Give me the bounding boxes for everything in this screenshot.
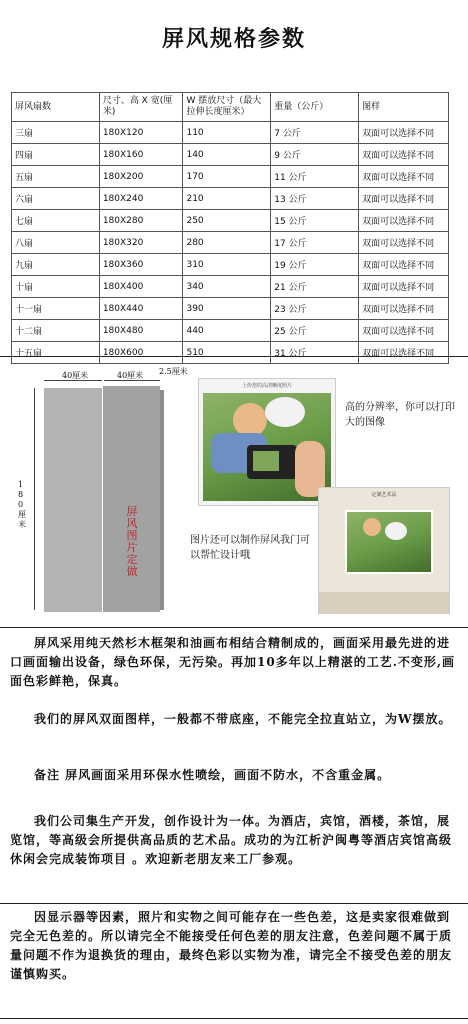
table-row: [12, 166, 449, 188]
table-cell: 双面可以选择不同: [359, 276, 449, 298]
table-cell: 180X240: [99, 188, 183, 210]
table-cell: 310: [183, 254, 271, 276]
table-cell: 双面可以选择不同: [359, 122, 449, 144]
divider: [0, 1018, 468, 1019]
camera-screen: [253, 451, 279, 471]
table-header-row: [12, 93, 449, 122]
table-header: 图样: [359, 93, 449, 122]
table-cell: 十二扇: [12, 320, 100, 342]
page-title: 屏风规格参数: [161, 27, 306, 52]
width-label-left: 40厘米: [62, 371, 89, 380]
table-cell: 21 公斤: [271, 276, 359, 298]
table-row: [12, 298, 449, 320]
table-cell: 三扇: [12, 122, 100, 144]
table-cell: 15 公斤: [271, 210, 359, 232]
table-cell: 180X280: [99, 210, 183, 232]
table-cell: 四扇: [12, 144, 100, 166]
table-cell: 31 公斤: [271, 342, 359, 364]
table-cell: 五扇: [12, 166, 100, 188]
resolution-caption: 高的分辨率，你可以打印大的图像: [345, 402, 455, 428]
table-row: [12, 254, 449, 276]
table-cell: 9 公斤: [271, 144, 359, 166]
table-cell: 双面可以选择不同: [359, 298, 449, 320]
paragraph-color-disclaimer: 因显示器等因素，照片和实物之间可能存在一些色差，这是卖家很难做到完全无色差的。所以请完全不能接受任何色差的朋友注意，色差问题不属于质量问题不作为退换货的理由，最终色彩以实物为准，请完全不接受色差的朋友谨慎购买。: [10, 910, 453, 981]
table-cell: 双面可以选择不同: [359, 166, 449, 188]
child-face: [233, 403, 267, 437]
table-header: W 摆放尺寸（最大拉伸长度厘米）: [183, 93, 271, 122]
table-cell: 七扇: [12, 210, 100, 232]
table-cell: 180X400: [99, 276, 183, 298]
panel-custom-text: 屏风图片定做: [126, 505, 138, 578]
table-row: [12, 122, 449, 144]
table-header: 尺寸、高 X 宽(厘米): [99, 93, 183, 122]
table-row: [12, 188, 449, 210]
table-cell: 19 公斤: [271, 254, 359, 276]
table-cell: 180X440: [99, 298, 183, 320]
camera: [247, 445, 297, 479]
table-cell: 390: [183, 298, 271, 320]
table-cell: 八扇: [12, 232, 100, 254]
table-cell: 九扇: [12, 254, 100, 276]
sofa: [319, 592, 449, 613]
table-cell: 440: [183, 320, 271, 342]
table-row: [12, 342, 449, 364]
art-room-card: [318, 487, 450, 614]
dog: [265, 397, 305, 427]
table-cell: 180X600: [99, 342, 183, 364]
paragraph-material: 屏风采用纯天然杉木框架和油画布相结合精制成的，画面采用最先进的进口画面输出设备，绿色环保，无污染。再加10多年以上精湛的工艺.不变形,画面色彩鲜艳，保真。: [10, 636, 456, 688]
table-cell: 25 公斤: [271, 320, 359, 342]
table-cell: 250: [183, 210, 271, 232]
table-cell: 510: [183, 342, 271, 364]
child-dog-photo: [203, 393, 331, 501]
table-cell: 170: [183, 166, 271, 188]
table-cell: 180X480: [99, 320, 183, 342]
table-cell: 六扇: [12, 188, 100, 210]
table-cell: 340: [183, 276, 271, 298]
spec-table: [11, 92, 449, 364]
screen-panel-right: [103, 386, 160, 612]
table-cell: 13 公斤: [271, 188, 359, 210]
table-cell: 180X320: [99, 232, 183, 254]
table-cell: 11 公斤: [271, 166, 359, 188]
table-header: 重量（公斤）: [271, 93, 359, 122]
framed-art: [345, 510, 433, 574]
paragraph-pattern: 我们的屏风双面图样，一般都不带底座，不能完全拉直站立，为W摆放。: [34, 712, 452, 726]
child-face: [363, 518, 381, 536]
table-row: [12, 210, 449, 232]
upload-photo-card: [198, 378, 336, 506]
screen-caption: 图片还可以制作屏风我门可以帮忙设计哦: [190, 535, 310, 561]
table-cell: 十一扇: [12, 298, 100, 320]
table-cell: 双面可以选择不同: [359, 210, 449, 232]
table-cell: 17 公斤: [271, 232, 359, 254]
upload-photo-label: 上传您的高清晰度照片: [241, 383, 292, 389]
table-cell: 双面可以选择不同: [359, 232, 449, 254]
table-cell: 180X120: [99, 122, 183, 144]
table-cell: 双面可以选择不同: [359, 144, 449, 166]
width-label-right: 40厘米: [117, 371, 144, 380]
divider: [0, 356, 468, 357]
table-cell: 十五扇: [12, 342, 100, 364]
dog: [385, 522, 407, 540]
screen-panel-edge: [160, 390, 164, 610]
thickness-label: 2.5厘米: [159, 367, 188, 376]
table-cell: 双面可以选择不同: [359, 188, 449, 210]
table-row: [12, 276, 449, 298]
table-cell: 210: [183, 188, 271, 210]
table-cell: 双面可以选择不同: [359, 342, 449, 364]
table-cell: 180X200: [99, 166, 183, 188]
screen-panel-left: [44, 388, 102, 612]
height-line: [34, 388, 35, 610]
height-label: 180厘米: [18, 480, 26, 529]
paragraph-note: 备注 屏风画面采用环保水性喷绘，画面不防水，不含重金属。: [34, 768, 391, 782]
table-cell: 双面可以选择不同: [359, 254, 449, 276]
table-cell: 十扇: [12, 276, 100, 298]
table-header: 屏风扇数: [12, 93, 100, 122]
table-cell: 180X360: [99, 254, 183, 276]
divider: [0, 627, 468, 628]
table-cell: 180X160: [99, 144, 183, 166]
table-row: [12, 320, 449, 342]
table-cell: 7 公斤: [271, 122, 359, 144]
table-cell: 280: [183, 232, 271, 254]
table-cell: 23 公斤: [271, 298, 359, 320]
table-cell: 110: [183, 122, 271, 144]
table-row: [12, 144, 449, 166]
table-cell: 双面可以选择不同: [359, 320, 449, 342]
table-row: [12, 232, 449, 254]
table-cell: 140: [183, 144, 271, 166]
paragraph-company: 我们公司集生产开发，创作设计为一体。为酒店，宾馆，酒楼，茶馆，展览馆，等高级会所提供高品质的艺术品。成功的为江析沪闽粤等酒店宾馆高级休闲会完成装饰项目 。欢迎新老朋友来工厂参观。: [10, 814, 453, 866]
art-label: 定制艺术品: [371, 492, 397, 498]
divider: [0, 903, 468, 904]
